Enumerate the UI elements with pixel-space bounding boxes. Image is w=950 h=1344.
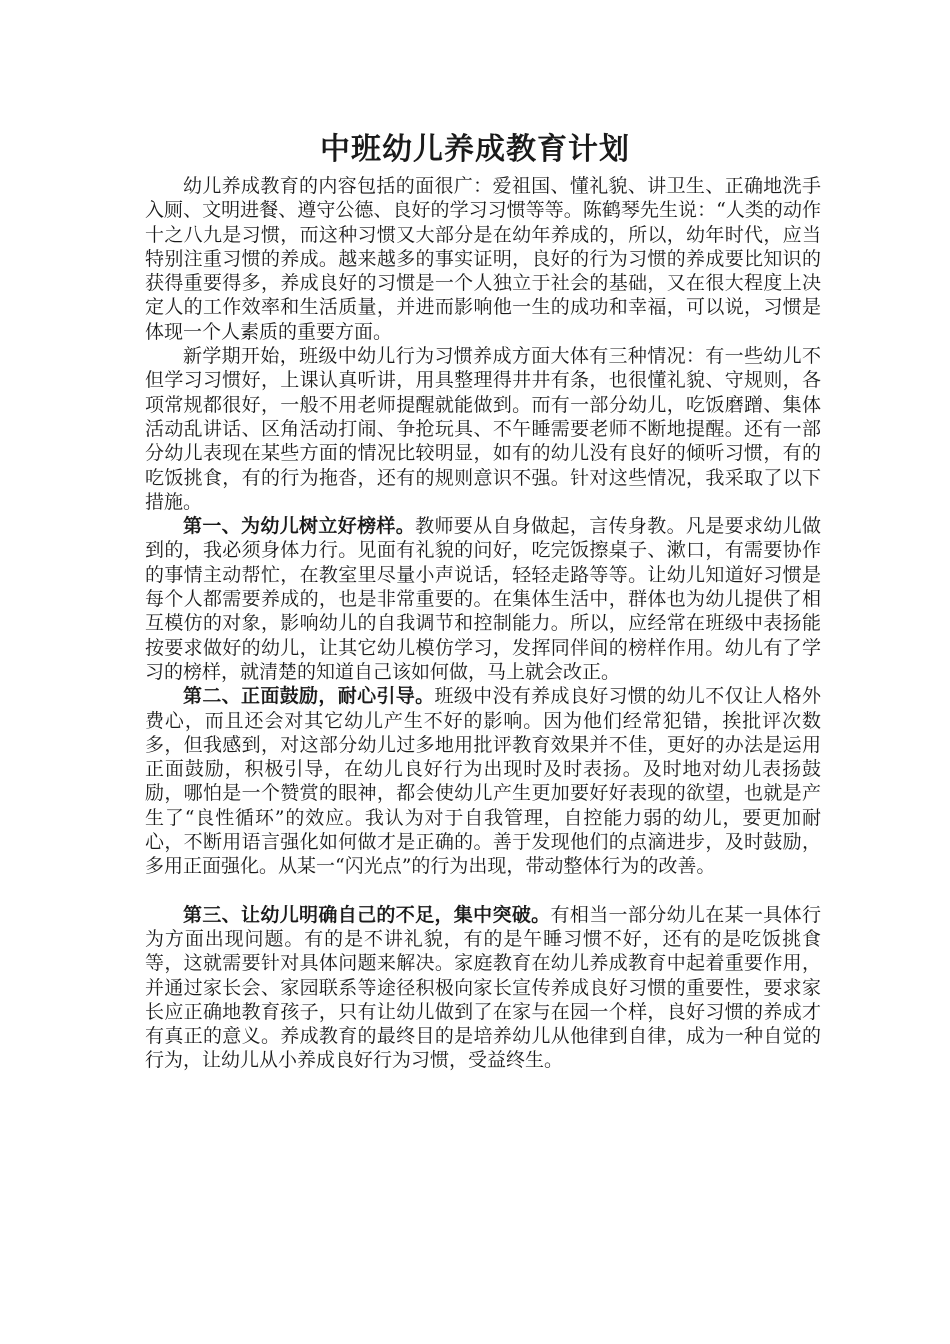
- paragraph-measure-three: [145, 903, 821, 1073]
- paragraph-text: 班级中没有养成良好习惯的幼儿不仅让人格外费心，而且还会对其它幼儿产生不好的影响。因为他们经常犯错，挨批评次数多，但我感到，对这部分幼儿过多地用批评教育效果并不佳，更好的办法是运用正面鼓励，积极引导，在幼儿良好行为出现时及时表扬。及时地对幼儿表扬鼓励，哪怕是一个赞赏的眼神，都会使幼儿产生更加要好好表现的欲望，也就是产生了“良性循环”的效应。我认为对于自我管理，自控能力弱的幼儿，要更加耐心，不断用语言强化如何做才是正确的。善于发现他们的点滴进步，及时鼓励，多用正面强化。从某一“闪光点”的行为出现，带动整体行为的改善。: [145, 685, 821, 878]
- paragraph-text: 新学期开始，班级中幼儿行为习惯养成方面大体有三种情况：有一些幼儿不但学习习惯好，上课认真听讲，用具整理得井井有条，也很懂礼貌、守规则，各项常规都很好，一般不用老师提醒就能做到。而有一部分幼儿，吃饭磨蹭、集体活动乱讲话、区角活动打闹、争抢玩具、不午睡需要老师不断地提醒。还有一部分幼儿表现在某些方面的情况比较明显，如有的幼儿没有良好的倾听习惯，有的吃饭挑食，有的行为拖沓，还有的规则意识不强。针对这些情况，我采取了以下措施。: [145, 345, 821, 513]
- paragraph-lead: 第一、为幼儿树立好榜样。: [183, 515, 416, 538]
- paragraph-lead: 第二、正面鼓励，耐心引导。: [183, 685, 435, 708]
- paragraph-lead: 第三、让幼儿明确自己的不足，集中突破。: [183, 903, 551, 926]
- paragraph-situation: [145, 344, 821, 514]
- paragraph-measure-one: [145, 514, 821, 684]
- document-title: 中班幼儿养成教育计划: [320, 132, 630, 167]
- paragraph-text: 有相当一部分幼儿在某一具体行为方面出现问题。有的是不讲礼貌，有的是午睡习惯不好，还有的是吃饭挑食等，这就需要针对具体问题来解决。家庭教育在幼儿养成教育中起着重要作用，并通过家长会、家园联系等途径积极向家长宣传养成良好习惯的重要性，要求家长应正确地教育孩子，只有让幼儿做到了在家与在园一个样，良好习惯的养成才有真正的意义。养成教育的最终目的是培养幼儿从他律到自律，成为一种自觉的行为，让幼儿从小养成良好行为习惯，受益终生。: [145, 903, 821, 1072]
- paragraph-text: 教师要从自身做起，言传身教。凡是要求幼儿做到的，我必须身体力行。见面有礼貌的问好，吃完饭擦桌子、漱口，有需要协作的事情主动帮忙，在教室里尽量小声说话，轻轻走路等等。让幼儿知道好习惯是每个人都需要养成的，也是非常重要的。在集体生活中，群体也为幼儿提供了相互模仿的对象，影响幼儿的自我调节和控制能力。所以，应经常在班级中表扬能按要求做好的幼儿，让其它幼儿模仿学习，发挥同伴间的榜样作用。幼儿有了学习的榜样，就清楚的知道自己该如何做，马上就会改正。: [145, 515, 821, 683]
- paragraph-measure-two: [145, 684, 821, 878]
- paragraph-intro: [145, 174, 821, 344]
- document-body: [145, 174, 821, 1073]
- paragraph-text: 幼儿养成教育的内容包括的面很广：爱祖国、懂礼貌、讲卫生、正确地洗手入厕、文明进餐、遵守公德、良好的学习习惯等等。陈鹤琴先生说：“人类的动作十之八九是习惯，而这种习惯又大部分是在幼年养成的，所以，幼年时代，应当特别注重习惯的养成。越来越多的事实证明，良好的行为习惯的养成要比知识的获得重要得多，养成良好的习惯是一个人独立于社会的基础，又在很大程度上决定人的工作效率和生活质量，并进而影响他一生的成功和幸福，可以说，习惯是体现一个人素质的重要方面。: [145, 175, 821, 343]
